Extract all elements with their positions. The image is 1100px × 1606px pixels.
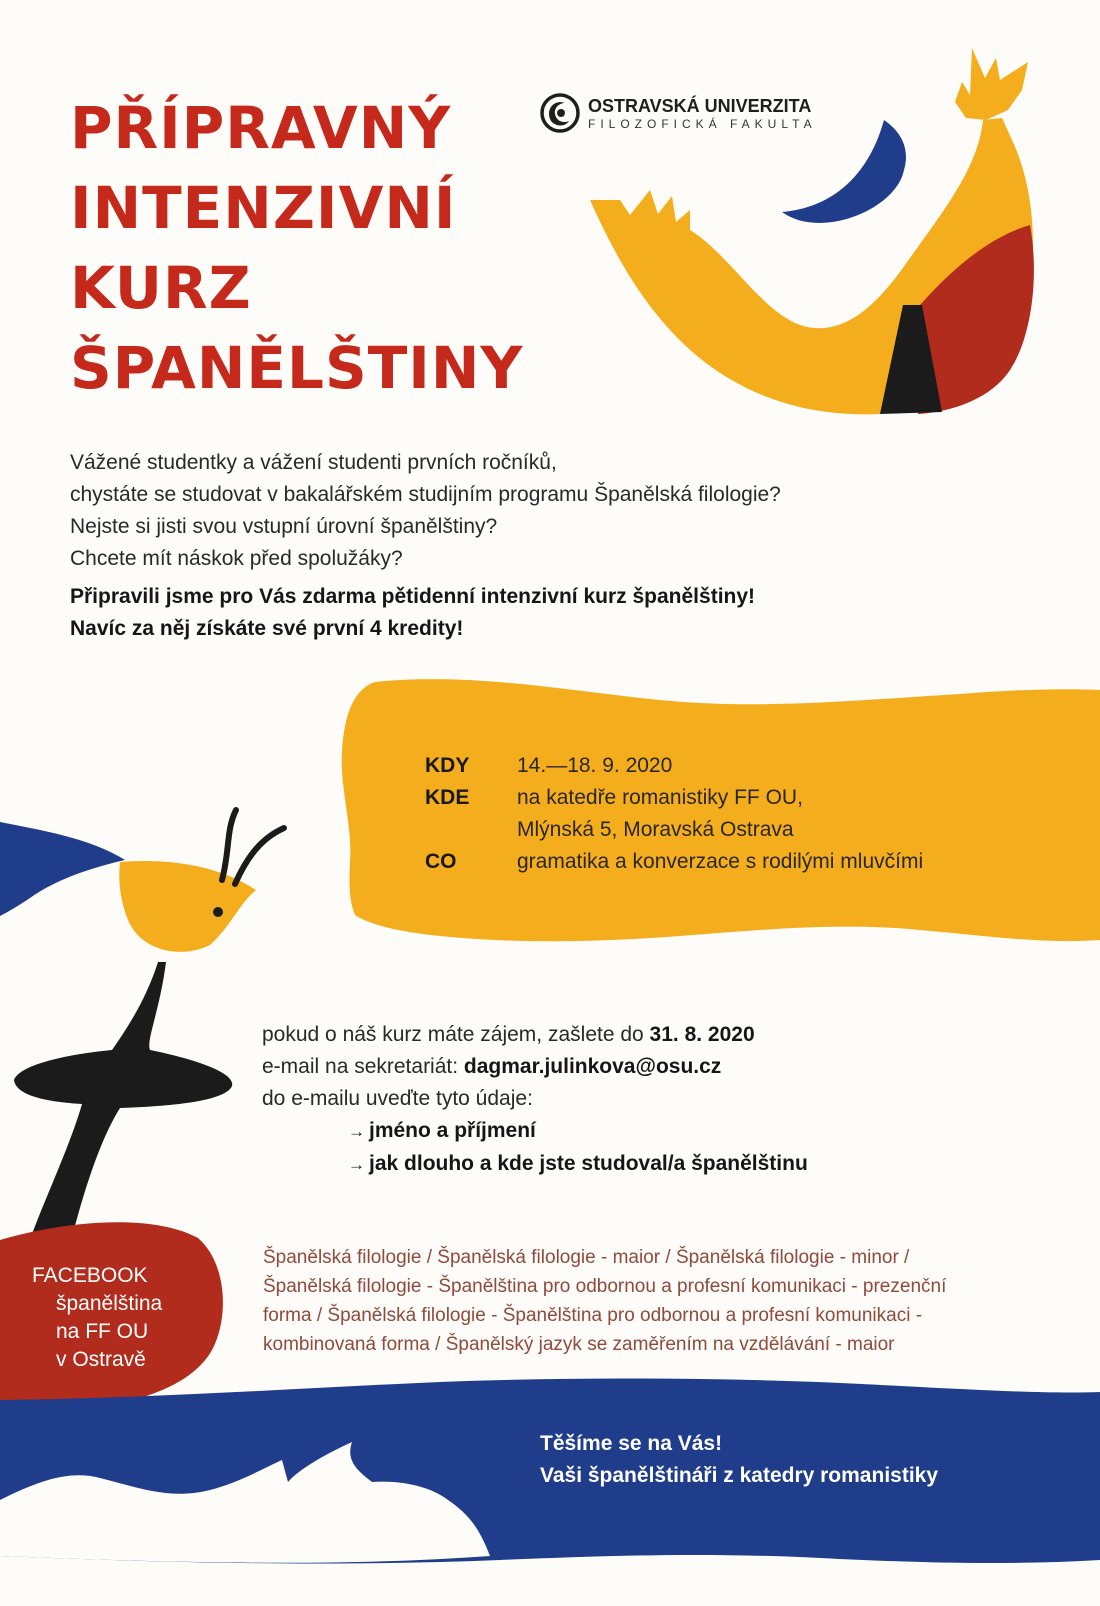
details-request-line: do e-mailu uveďte tyto údaje: (262, 1087, 533, 1110)
intro-paragraph (70, 447, 781, 575)
detail-label: KDE (425, 786, 470, 809)
university-logo[interactable] (540, 93, 817, 133)
black-figure (14, 962, 232, 1245)
facebook-line: v Ostravě (56, 1348, 146, 1371)
facebook-line: na FF OU (56, 1320, 149, 1343)
left-blue-wave (0, 822, 125, 916)
study-programs (263, 1243, 1073, 1359)
faculty-name: FILOZOFICKÁ FAKULTA (588, 116, 817, 131)
moon-shape (782, 120, 906, 223)
facebook-badge[interactable] (32, 1262, 162, 1374)
intro-line: chystáte se studovat v bakalářském studijním programu Španělská filologie? (70, 483, 781, 506)
title-line: INTENZIVNÍ (70, 174, 457, 242)
arrow-icon: → (348, 1122, 365, 1141)
facebook-line: španělština (56, 1292, 163, 1315)
program-line: Španělská filologie - Španělština pro odbornou a profesní komunikaci - prezenční (263, 1276, 947, 1297)
list-item (348, 1115, 808, 1148)
offer-line: Navíc za něj získáte své první 4 kredity! (70, 617, 464, 640)
detail-value: gramatika a konverzace s rodilými mluvčími (517, 850, 924, 873)
email-prefix: e-mail na sekretariát: (262, 1055, 464, 1078)
footer-line: Vaši španělštináři z katedry romanistiky (540, 1464, 939, 1487)
intro-line: Vážené studentky a vážení studenti prvních ročníků, (70, 451, 557, 474)
bird-crest (955, 48, 1028, 120)
title-line: PŘÍPRAVNÝ (70, 94, 452, 162)
program-line: forma / Španělská filologie - Španělština pro odbornou a profesní komunikaci - (263, 1305, 923, 1326)
detail-where (425, 782, 923, 846)
list-item (348, 1148, 808, 1181)
bird-eye (213, 907, 223, 917)
detail-when (425, 750, 923, 782)
facebook-page-name (56, 1290, 162, 1374)
facebook-label: FACEBOOK (32, 1264, 148, 1287)
detail-label: KDY (425, 754, 470, 777)
offer-line: Připravili jsme pro Vás zdarma pětidenní intenzivní kurz španělštiny! (70, 585, 756, 608)
bird-antenna-right (235, 828, 284, 884)
list-item-text: jméno a příjmení (369, 1119, 536, 1142)
offer-paragraph (70, 581, 755, 645)
list-item-text: jak dlouho a kde jste studoval/a španělštinu (369, 1152, 808, 1175)
deadline-prefix: pokud o náš kurz máte zájem, zašlete do (262, 1023, 650, 1046)
title-line: KURZ (70, 254, 252, 322)
title-line: ŠPANĚLŠTINY (70, 334, 524, 402)
footer-line: Těšíme se na Vás! (540, 1432, 723, 1455)
detail-value: na katedře romanistiky FF OU, (517, 786, 803, 809)
footer-greeting (540, 1428, 938, 1492)
intro-line: Chcete mít náskok před spolužáky? (70, 547, 403, 570)
intro-line: Nejste si jisti svou vstupní úrovní španělštiny? (70, 515, 498, 538)
course-details (425, 750, 923, 878)
page-title (70, 88, 523, 408)
bird-antenna-left (222, 810, 236, 880)
program-line: kombinovaná forma / Španělský jazyk se zaměřením na vzdělávání - maior (263, 1334, 895, 1355)
deadline-line (262, 1019, 808, 1051)
university-logo-icon (540, 93, 580, 133)
university-name: OSTRAVSKÁ UNIVERZITA (588, 95, 812, 116)
detail-what (425, 846, 923, 878)
small-bird-body (119, 861, 256, 952)
program-line: Španělská filologie / Španělská filologie - maior / Španělská filologie - minor / (263, 1247, 910, 1268)
required-info-list (348, 1115, 808, 1181)
arrow-icon: → (348, 1155, 365, 1174)
detail-value: 14.—18. 9. 2020 (517, 754, 673, 777)
email-link[interactable]: dagmar.julinkova@osu.cz (463, 1055, 722, 1078)
email-line (262, 1051, 808, 1083)
deadline-date: 31. 8. 2020 (649, 1023, 755, 1046)
detail-value: Mlýnská 5, Moravská Ostrava (517, 818, 794, 841)
contact-instructions (262, 1019, 808, 1181)
detail-label: CO (425, 850, 457, 873)
